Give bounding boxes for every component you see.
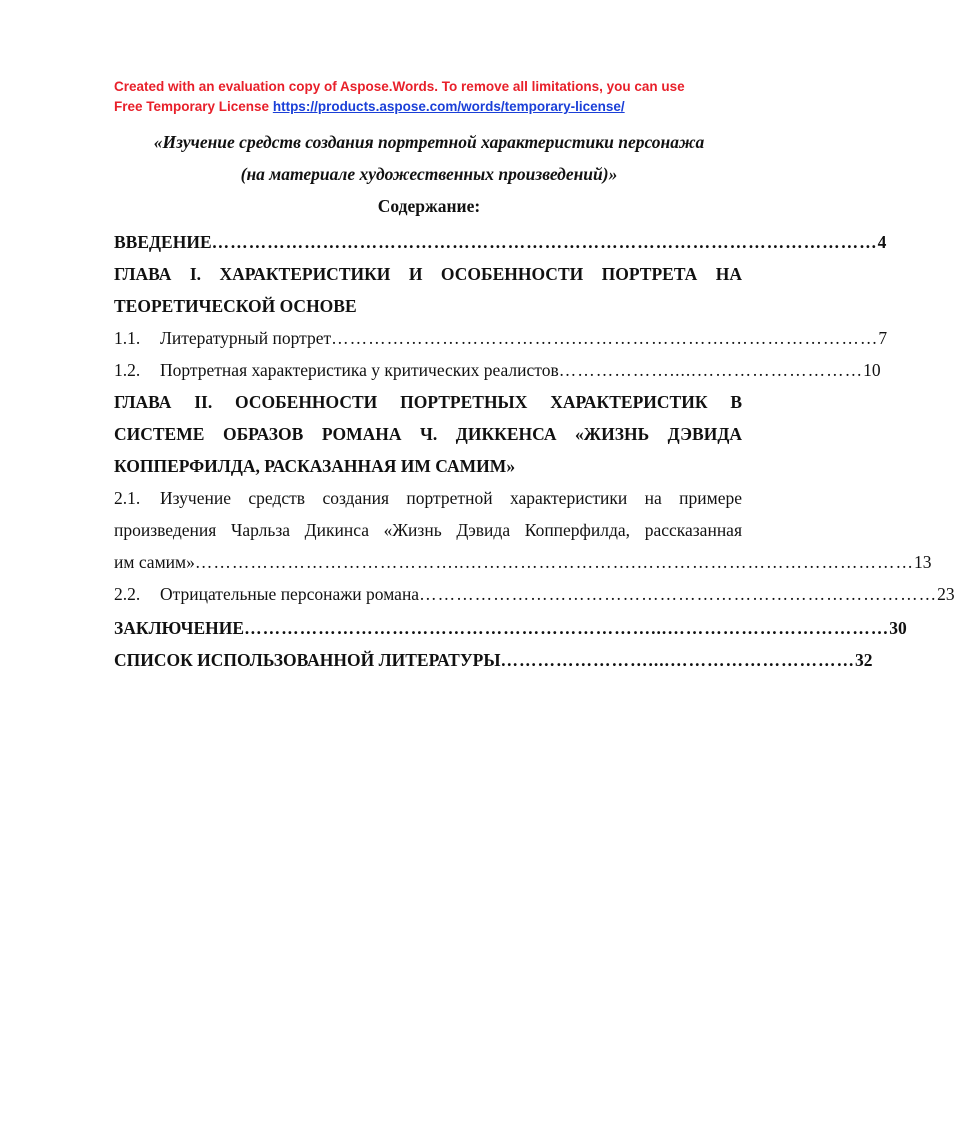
contents-heading: Содержание: (377, 196, 481, 216)
toc-entry-label-line-2: произведения Чарльза Дикинса «Жизнь Дэвида Копперфилда, рассказанная (114, 520, 742, 540)
toc-entry-chapter-2[interactable] (114, 386, 742, 482)
toc-page-number: 7 (878, 328, 888, 348)
toc-entry-label: СПИСОК ИСПОЛЬЗОВАННОЙ ЛИТЕРАТУРЫ (114, 650, 501, 670)
chapter-2-title-line-2: СИСТЕМЕ ОБРАЗОВ РОМАНА Ч. ДИККЕНСА «ЖИЗНЬ ДЭВИДА (114, 424, 742, 444)
toc-page-number: 32 (855, 650, 873, 670)
toc-entry-2-2[interactable] (114, 578, 955, 610)
toc-page-number: 10 (863, 360, 881, 380)
toc-entry-2-1-line-1 (114, 482, 742, 514)
chapter-1-title-line-2: ТЕОРЕТИЧЕСКОЙ ОСНОВЕ (114, 296, 357, 316)
toc-leader-dots: ………………………………….…………………….…………………… (331, 328, 879, 348)
toc-entry-number: 1.1. (114, 328, 141, 348)
toc-entry-number: 2.1. (114, 488, 141, 508)
toc-entry-label-line-3: им самим» (114, 552, 195, 572)
chapter-2-title-line-3: КОППЕРФИЛДА, РАСКАЗАННАЯ ИМ САМИМ» (114, 456, 516, 476)
temporary-license-link[interactable]: https://products.aspose.com/words/temporary-license/ (272, 99, 625, 114)
chapter-2-title-line-1: ГЛАВА II. ОСОБЕННОСТИ ПОРТРЕТНЫХ ХАРАКТЕРИСТИК В (114, 392, 742, 412)
chapter-1-title-line-1: ГЛАВА I. ХАРАКТЕРИСТИКИ И ОСОБЕННОСТИ ПОРТРЕТА НА (114, 264, 742, 284)
toc-page-number: 13 (913, 552, 932, 572)
document-title-line-2: (на материале художественных произведений)» (240, 164, 618, 184)
toc-entry-1-1[interactable] (114, 322, 888, 354)
watermark-line-2 (114, 97, 754, 117)
toc-page-number: 30 (889, 618, 907, 638)
toc-leader-dots: ………………………………………………………………………… (419, 584, 938, 604)
toc-entry-chapter-1[interactable] (114, 258, 742, 322)
document-title-line-1: «Изучение средств создания портретной характеристики персонажа (153, 132, 705, 152)
toc-entry-1-2[interactable] (114, 354, 881, 386)
toc-leader-dots: ……………………....………………………… (500, 650, 856, 670)
toc-entry-label: ВВЕДЕНИЕ (114, 232, 212, 252)
toc-page-number: 23 (937, 584, 955, 604)
toc-entry-2-1[interactable] (114, 482, 932, 578)
watermark-line-1: Created with an evaluation copy of Aspose.Words. To remove all limitations, you can use (114, 79, 685, 94)
toc-page-number: 4 (877, 232, 887, 252)
toc-entry-introduction[interactable] (114, 226, 887, 258)
toc-entry-label: ЗАКЛЮЧЕНИЕ (114, 618, 245, 638)
toc-leader-dots: ……………………………………..……………………….……………………………………… (194, 552, 914, 572)
toc-entry-label: Литературный портрет (160, 328, 332, 348)
toc-entry-label: Портретная характеристика у критических реалистов (160, 360, 559, 380)
toc-leader-dots: ……………………………………………………………………………………………… (211, 232, 878, 252)
toc-entry-bibliography[interactable] (114, 644, 873, 676)
toc-entry-label-line-1: Изучение средств создания портретной характеристики на примере (160, 488, 742, 508)
toc-leader-dots: ……………….....……………………… (558, 360, 864, 380)
toc-entry-number: 2.2. (114, 584, 141, 604)
toc-entry-label: Отрицательные персонажи романа (160, 584, 420, 604)
toc-leader-dots: …………………………………………………………...……………………………… (244, 618, 890, 638)
watermark-license-text: Free Temporary License (114, 99, 273, 114)
toc-entry-number: 1.2. (114, 360, 141, 380)
toc-entry-conclusion[interactable] (114, 612, 907, 644)
evaluation-watermark (114, 77, 754, 117)
